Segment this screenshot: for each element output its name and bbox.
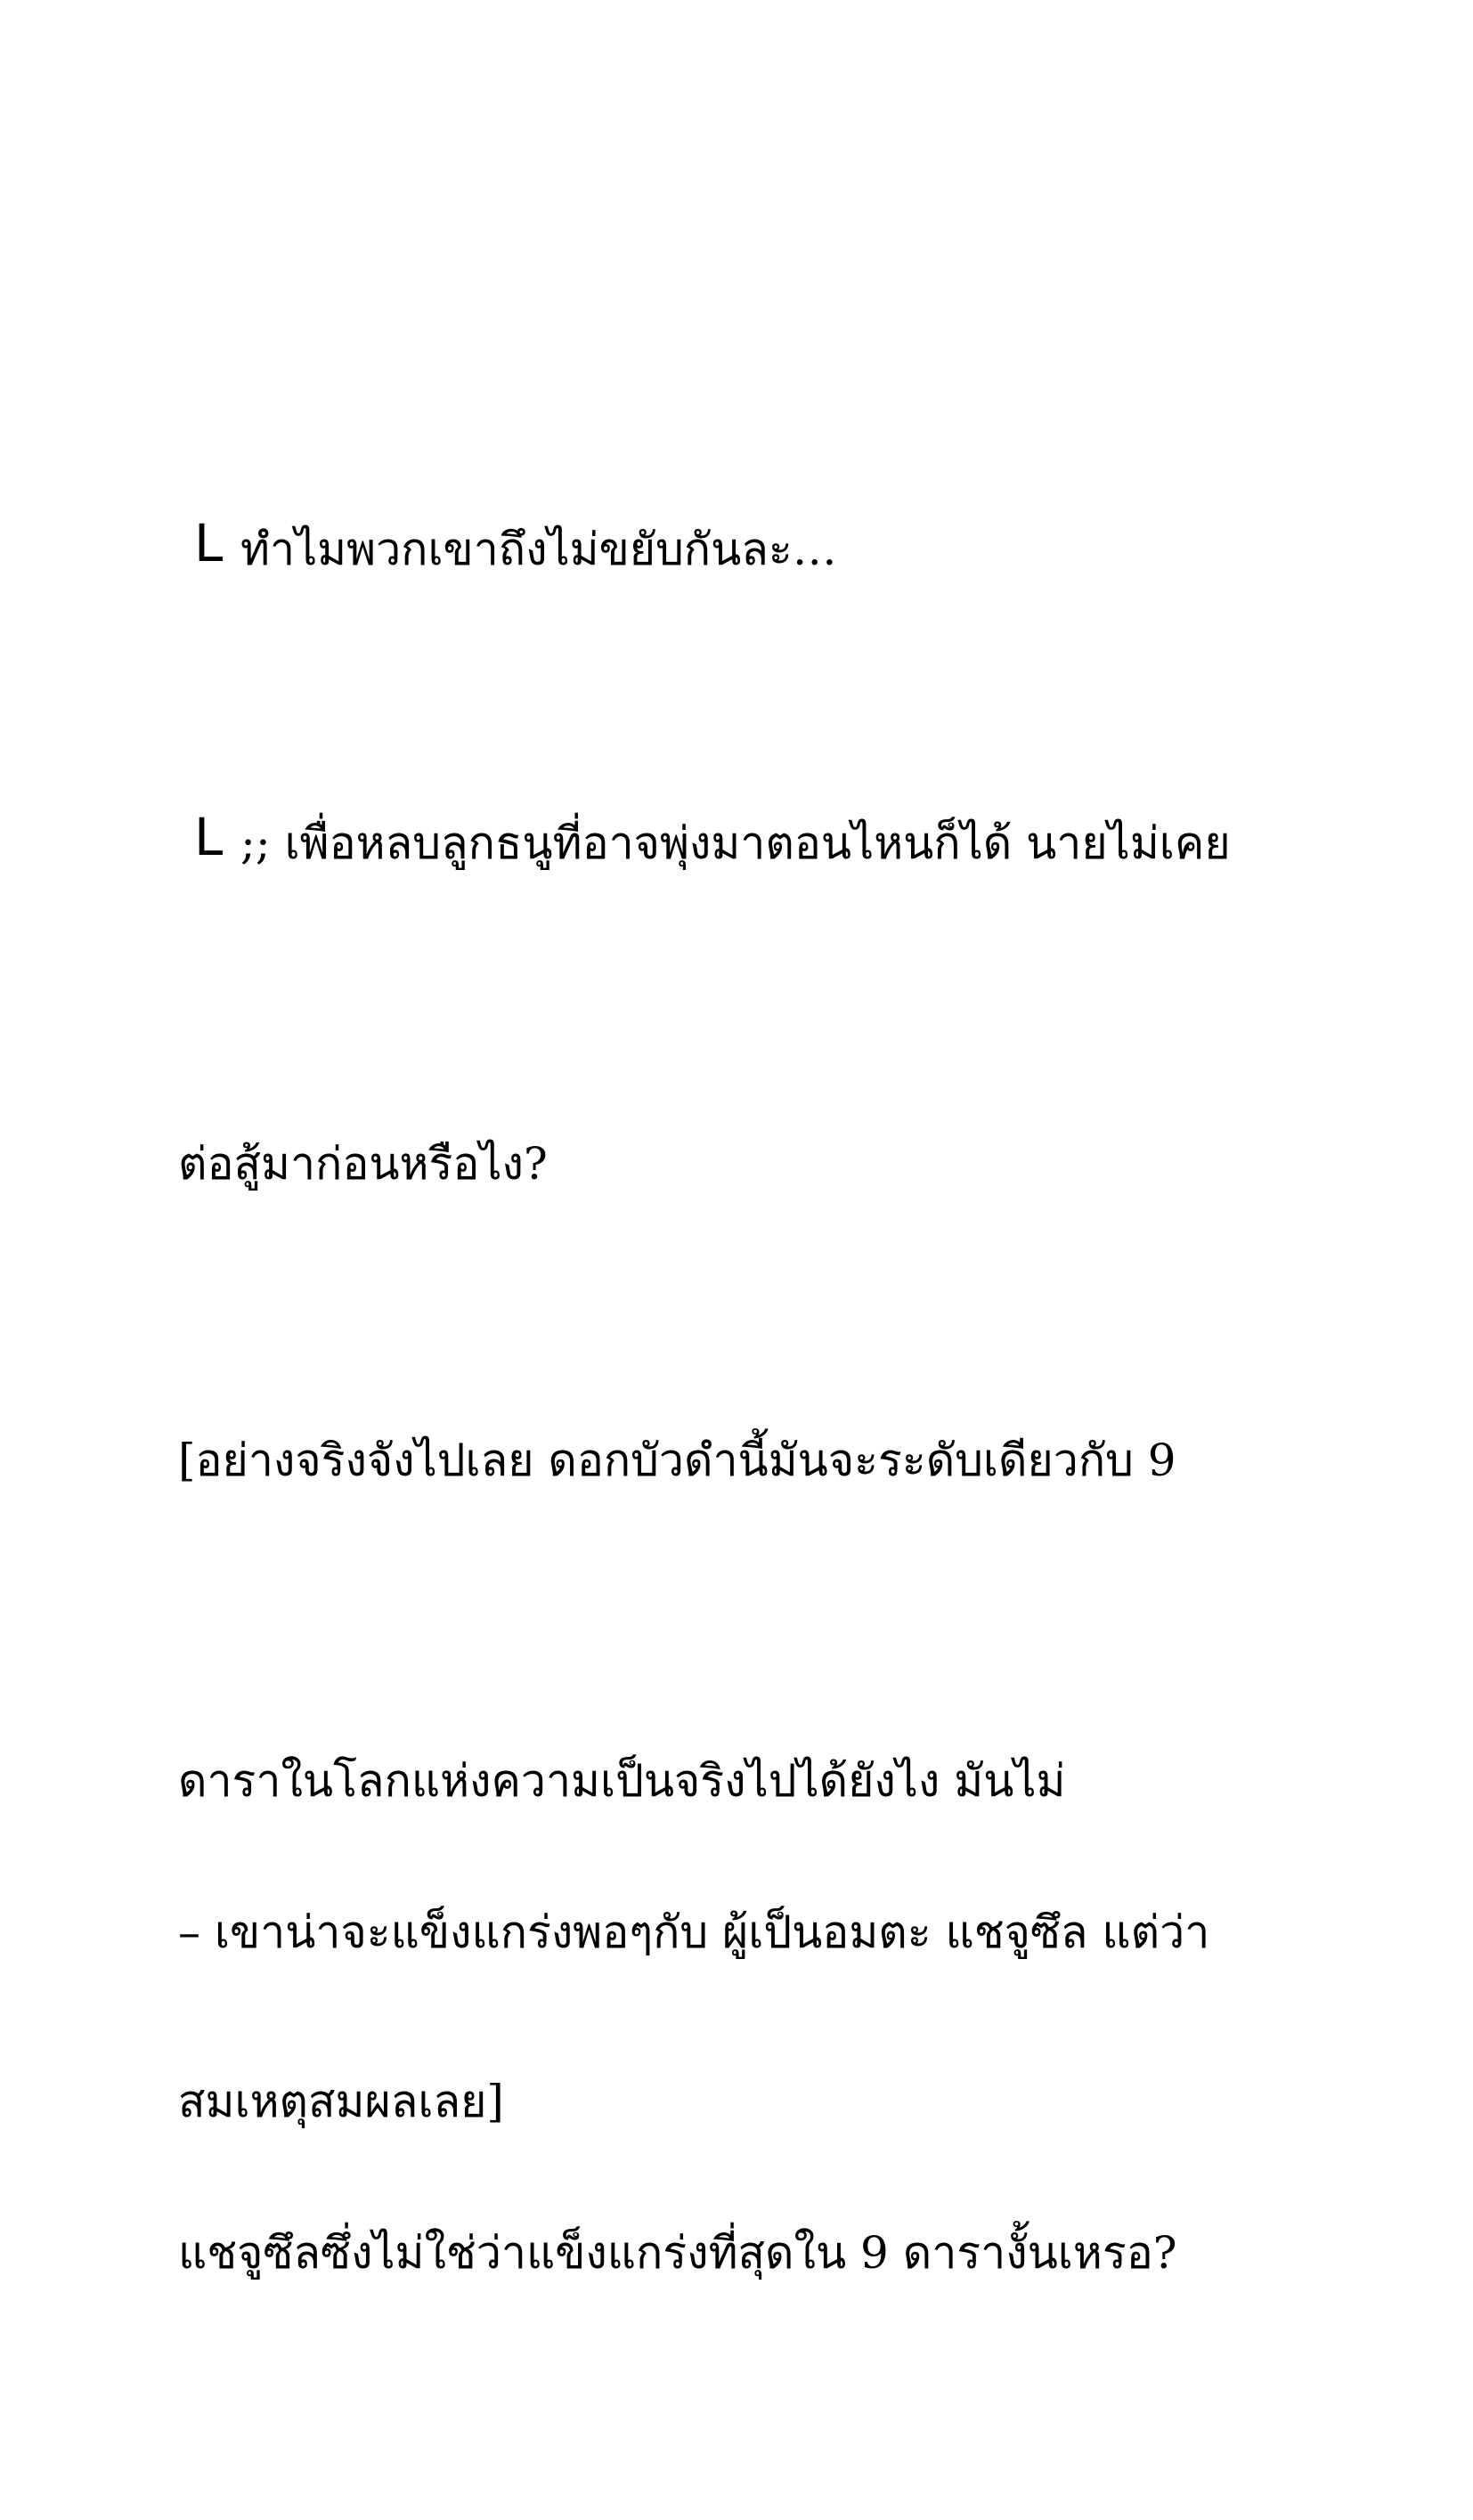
paragraph-line bbox=[178, 784, 1336, 897]
dialogue-paragraph-3 bbox=[178, 1665, 1336, 2520]
line-text: ;; เพื่อหลบลูกธนูที่อาจพุ่งมาตอนไหนก็ได้ นายไม่เคย bbox=[240, 817, 1231, 869]
paragraph-line: แชจูซึลซึ่งไม่ใช่ว่าแข็งแกร่งที่สุดใน 9 ดารางั้นเหรอ? bbox=[178, 2227, 1177, 2279]
paragraph-line: ต่อสู้มาก่อนหรือไง? bbox=[178, 1138, 548, 1190]
paragraph-line: [อย่างจริงจังไปเลย ดอกบัวดำนี้มันจะระดับเดียวกับ 9 bbox=[178, 1435, 1176, 1486]
paragraph-line: – เขาน่าจะแข็งแกร่งพอๆกับ ผู้เป็นอมตะ แชจูซึล แต่ว่า bbox=[178, 1906, 1210, 1958]
paragraph-line: ดาราในโลกแห่งความเป็นจริงไปได้ยังไง มันไม่ bbox=[178, 1755, 1066, 1807]
speech-marker: L bbox=[194, 807, 224, 867]
line-text: ทำไมพวกเขาถึงไม่ขยับกันละ… bbox=[240, 524, 837, 575]
paragraph-line: สมเหตุสมผลเลย] bbox=[178, 2076, 504, 2127]
speech-marker: L bbox=[194, 513, 224, 573]
